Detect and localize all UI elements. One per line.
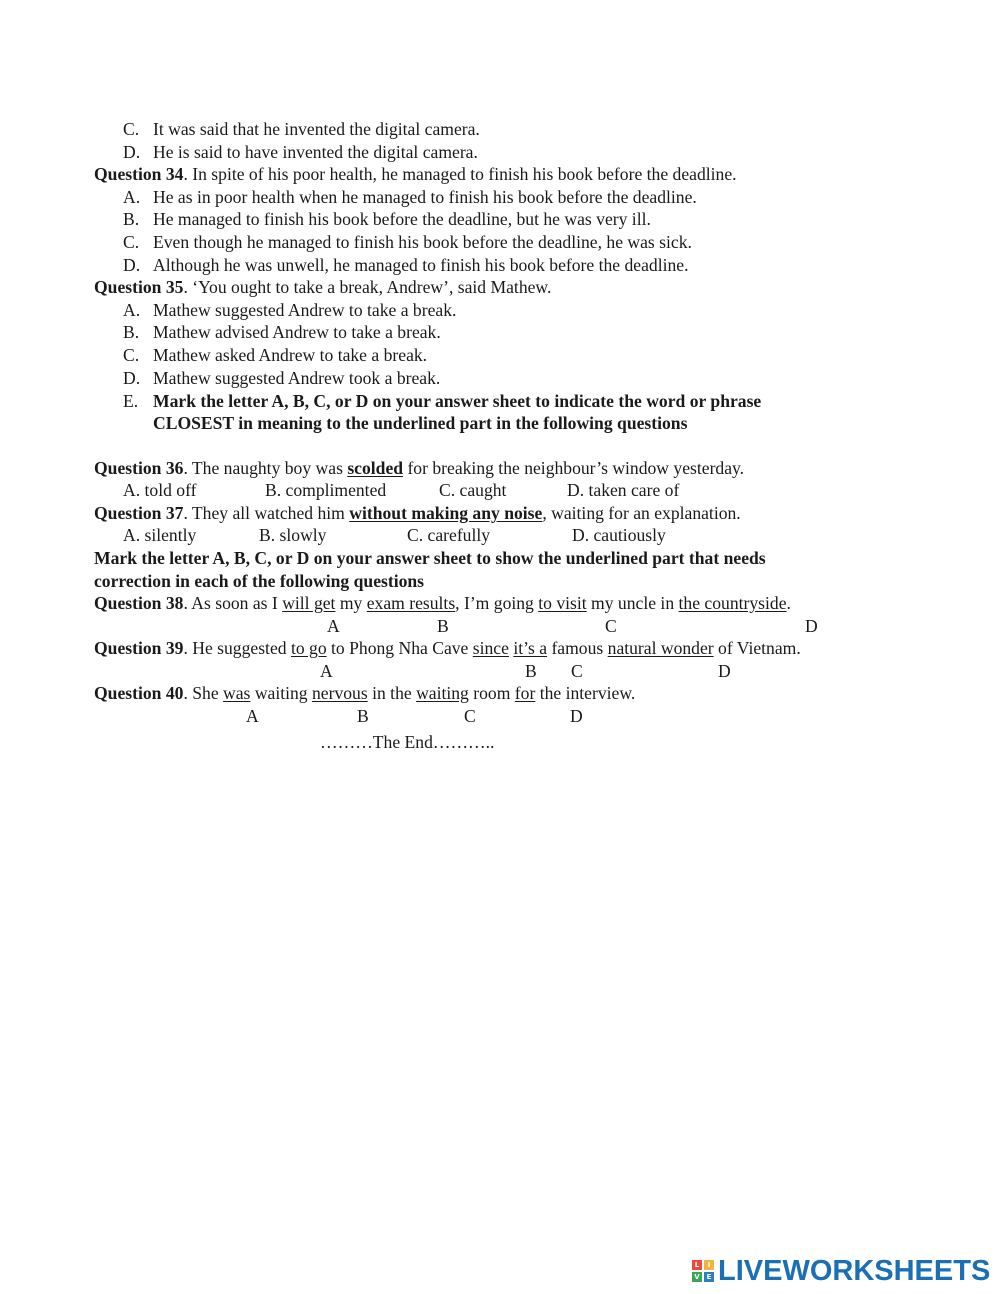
q40-label-c: C bbox=[464, 706, 476, 726]
q37-option-a: A. silently bbox=[123, 525, 197, 545]
q37-option-d: D. cautiously bbox=[572, 525, 666, 545]
logo-mark-tile: L bbox=[692, 1260, 702, 1270]
q37-option-c: C. carefully bbox=[407, 525, 491, 545]
q34-option-c: C. Even though he managed to finish his book before the deadline, he was sick. bbox=[123, 232, 692, 252]
q38-label-b: B bbox=[437, 616, 449, 636]
q34-option-d: D. Although he was unwell, he managed to finish his book before the deadline. bbox=[123, 255, 689, 275]
q35-option-c: C. Mathew asked Andrew to take a break. bbox=[123, 345, 428, 365]
q40-label-b: B bbox=[357, 706, 369, 726]
q35-option-b: B. Mathew advised Andrew to take a break. bbox=[123, 322, 441, 342]
q37-option-b: B. slowly bbox=[259, 525, 327, 545]
q35-option-e: E. Mark the letter A, B, C, or D on your answer sheet to indicate the word or phrase bbox=[123, 391, 762, 411]
end-marker: ………The End……….. bbox=[320, 732, 495, 752]
q36-option-b: B. complimented bbox=[265, 480, 387, 500]
logo-mark-tile: I bbox=[704, 1260, 714, 1270]
q38-stem: Question 38. As soon as I will get my exam results, I’m going to visit my uncle in the countryside. bbox=[94, 593, 791, 613]
q36-option-a: A. told off bbox=[123, 480, 197, 500]
instruction-closest-line2: CLOSEST in meaning to the underlined part in the following questions bbox=[153, 413, 688, 433]
q37-stem: Question 37. They all watched him without making any noise, waiting for an explanation. bbox=[94, 503, 741, 523]
instruction-correction-line1: Mark the letter A, B, C, or D on your answer sheet to show the underlined part that needs bbox=[94, 548, 766, 568]
q39-label-b: B bbox=[525, 661, 537, 681]
q34-option-b: B. He managed to finish his book before the deadline, but he was very ill. bbox=[123, 209, 651, 229]
q38-label-c: C bbox=[605, 616, 617, 636]
q36-option-d: D. taken care of bbox=[567, 480, 680, 500]
q40-label-a: A bbox=[246, 706, 259, 726]
logo-mark-tile: V bbox=[692, 1272, 702, 1282]
q33-option-c: C. It was said that he invented the digital camera. bbox=[123, 119, 480, 139]
q35-option-a: A. Mathew suggested Andrew to take a break. bbox=[123, 300, 457, 320]
q33-option-d: D. He is said to have invented the digital camera. bbox=[123, 142, 478, 162]
q34-option-a: A. He as in poor health when he managed to finish his book before the deadline. bbox=[123, 187, 697, 207]
q39-label-a: A bbox=[320, 661, 333, 681]
q36-stem: Question 36. The naughty boy was scolded for breaking the neighbour’s window yesterday. bbox=[94, 458, 745, 478]
q36-option-c: C. caught bbox=[439, 480, 507, 500]
q40-stem: Question 40. She was waiting nervous in the waiting room for the interview. bbox=[94, 683, 636, 703]
logo-mark-tile: E bbox=[704, 1272, 714, 1282]
q38-label-d: D bbox=[805, 616, 818, 636]
q40-label-d: D bbox=[570, 706, 583, 726]
q38-label-a: A bbox=[327, 616, 340, 636]
q39-stem: Question 39. He suggested to go to Phong Nha Cave since it’s a famous natural wonder of Vietnam. bbox=[94, 638, 801, 658]
liveworksheets-logo[interactable] bbox=[692, 1255, 990, 1287]
q35-stem: Question 35. ‘You ought to take a break, Andrew’, said Mathew. bbox=[94, 277, 552, 297]
logo-text: LIVEWORKSHEETS bbox=[718, 1254, 991, 1287]
instruction-correction-line2: correction in each of the following questions bbox=[94, 571, 425, 591]
q35-option-d: D. Mathew suggested Andrew took a break. bbox=[123, 368, 441, 388]
q39-label-d: D bbox=[718, 661, 731, 681]
q34-stem: Question 34. In spite of his poor health, he managed to finish his book before the deadline. bbox=[94, 164, 737, 184]
logo-mark-icon bbox=[692, 1260, 714, 1282]
q39-label-c: C bbox=[571, 661, 583, 681]
